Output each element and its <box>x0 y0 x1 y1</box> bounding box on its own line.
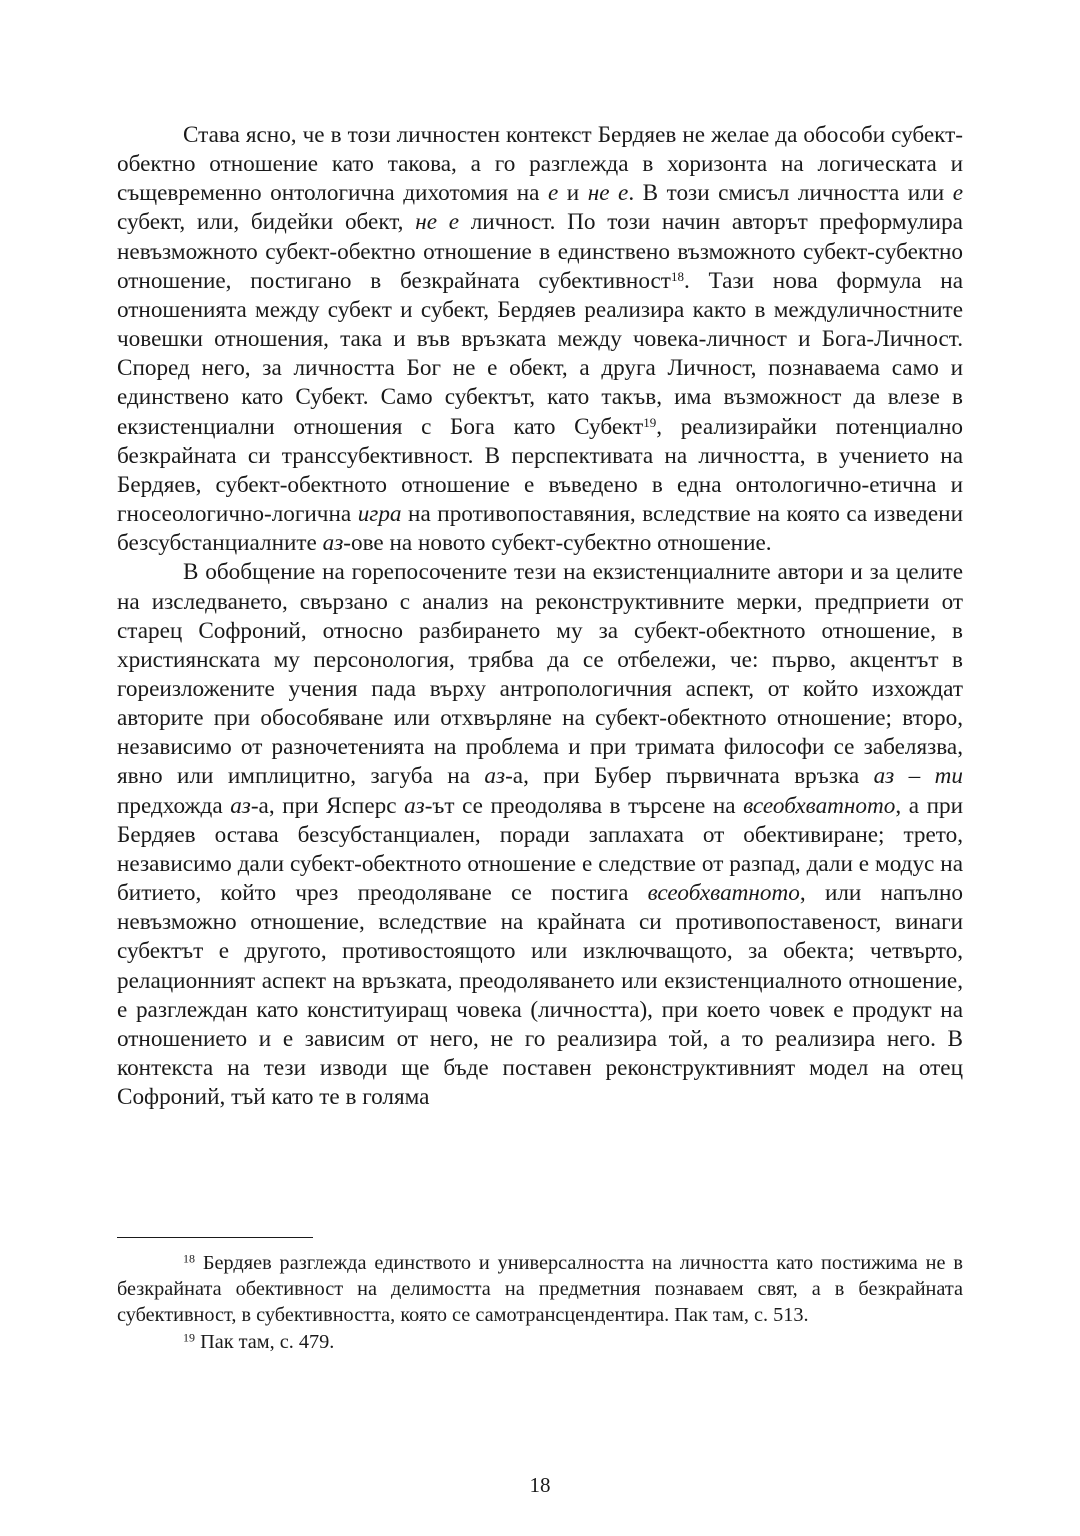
page-number: 18 <box>529 1473 551 1497</box>
text-run: -а, при Ясперс <box>250 792 405 819</box>
italic-text: аз – ти <box>873 763 963 790</box>
italic-text: всеобхватното <box>647 880 800 907</box>
text-run: и <box>558 180 588 207</box>
footnote-ref-18[interactable]: 18 <box>670 268 684 284</box>
italic-text: аз <box>484 763 506 790</box>
text-run: Става ясно, че в този личностен контекст Бердяев не желае да обособи субект-обектно отношение като такова, а го разглежда в хоризонта на логическата и същевременно онтологична дихотомия на <box>117 122 963 207</box>
footnote-text: Пак там, с. 479. <box>200 1330 335 1353</box>
paragraph-2 <box>117 558 963 1112</box>
italic-text: не е <box>587 180 629 207</box>
text-run: . В този смисъл личността или <box>628 180 953 207</box>
text-run: , или напълно невъзможно отношение, вследствие на крайната си противопоставеност, винаги субектът е другото, противостоящото или изключващото, за обекта; четвърто, релационният аспект на връзката, преодоляването или екзистенциалното отношение, е разглеждан като конституиращ човека (личността), при което човек е продукт на отношението и е зависим от него, не го реализира той, а то реализира него. В контекста на тези изводи ще бъде поставен реконструктивният модел на отец Софроний, тъй като те в голяма <box>117 880 963 1111</box>
text-run: В обобщение на горепосочените тези на екзистенциалните автори и за целите на изследването, свързано с анализ на реконструктивните мерки, предприети от старец Софроний, относно разбирането му за субект-обектното отношение, в християнската му персонология, трябва да се отбележи, че: първо, акцентът в гореизложените учения пада върху антропологичния аспект, от който изхождат авторите при обособяване или отхвърляне на субект-обектното отношение; второ, независимо от разночетенията на проблема и при тримата философи се забелязва, явно или имплицитно, загуба на <box>117 559 963 790</box>
text-run: -ове на новото субект-субектно отношение. <box>343 530 772 557</box>
footnote-18 <box>117 1250 963 1329</box>
italic-text: игра <box>357 501 402 528</box>
text-run: личност. По този начин авторът преформулира невъзможното субект-обектно отношение в единствено възможното субект-субектно отношение, постигано в безкрайната субективност <box>117 209 963 294</box>
footnote-separator <box>117 1237 313 1238</box>
footnote-19 <box>117 1329 963 1355</box>
italic-text: аз <box>404 792 425 819</box>
italic-text: е <box>952 180 963 207</box>
italic-text: всеобхватното <box>743 792 896 819</box>
italic-text: аз <box>230 792 251 819</box>
text-run: , реализирайки потенциално безкрайната си транссубективност. В перспективата на личността, в учението на Бердяев, субект-обектното отношение е въведено в една онтологично-етична и гносеологично-логична <box>117 413 963 528</box>
text-run: -ът се преодолява в търсене на <box>424 792 744 819</box>
footnote-number: 19 <box>183 1330 195 1345</box>
footnote-text: Бердяев разглежда единството и универсалността на личността като постижима не в безкрайната обективност на делимостта на предметния познаваем свят, а в безкрайната субективност, в субективността, която се самотрансцендентира. Пак там, с. 513. <box>117 1252 964 1327</box>
italic-text: е <box>547 180 559 207</box>
italic-text: аз <box>322 530 344 557</box>
footnote-number: 18 <box>183 1251 195 1266</box>
text-run: на противопоставяния, вследствие на която са изведени безсубстанциалните <box>117 501 963 557</box>
footnotes <box>117 1250 963 1355</box>
text-run: предхожда <box>117 792 231 819</box>
footnote-ref-19[interactable]: 19 <box>643 414 657 430</box>
text-run: , а при Бердяев остава безсубстанциален, поради заплахата от обективиране; трето, независимо дали субект-обектното отношение е следствие от разпад, дали е модус на битието, който чрез преодоляване се постига <box>117 792 963 907</box>
text-run: . Тази нова формула на отношенията между субект и субект, Бердяев реализира както в междуличностните човешки отношения, така и във връзката между човека-личност и Бога-Личност. Според него, за личността Бог не е обект, а друга Личност, познаваема само и единствено като Субект. Само субектът, като такъв, има възможност да влезе в екзистенциални отношения с Бога като Субект <box>117 267 963 440</box>
italic-text: не е <box>415 209 459 236</box>
main-text <box>117 121 963 1112</box>
paragraph-1 <box>117 121 963 558</box>
text-run: субект, или, бидейки обект, <box>117 209 416 236</box>
text-run: -а, при Бубер първичната връзка <box>505 763 874 790</box>
